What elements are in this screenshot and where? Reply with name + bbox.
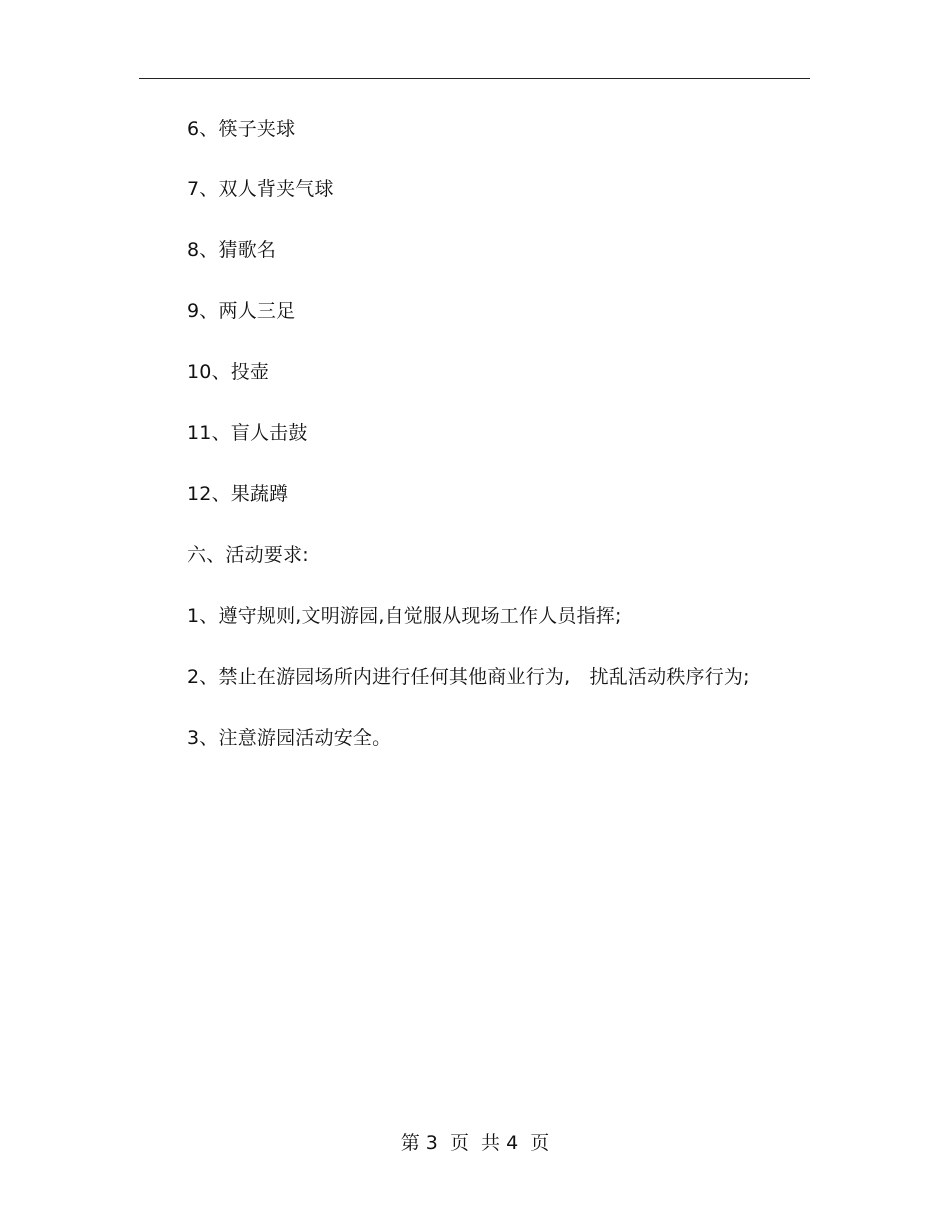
requirement-3: 3、注意游园活动安全。	[187, 727, 392, 749]
header-rule	[139, 78, 810, 79]
list-item-12: 12、果蔬蹲	[187, 483, 289, 505]
section-heading: 六、活动要求:	[187, 544, 309, 566]
list-item-11: 11、盲人击鼓	[187, 422, 308, 444]
list-item-6: 6、筷子夹球	[187, 118, 296, 140]
list-item-8: 8、猜歌名	[187, 239, 277, 261]
requirement-1: 1、遵守规则,文明游园,自觉服从现场工作人员指挥;	[187, 605, 622, 627]
requirement-2: 2、禁止在游园场所内进行任何其他商业行为, 扰乱活动秩序行为;	[187, 666, 750, 688]
list-item-9: 9、两人三足	[187, 300, 296, 322]
page-footer: 第 3 页 共 4 页	[400, 1132, 550, 1154]
list-item-7: 7、双人背夹气球	[187, 178, 334, 200]
list-item-10: 10、投壶	[187, 361, 270, 383]
